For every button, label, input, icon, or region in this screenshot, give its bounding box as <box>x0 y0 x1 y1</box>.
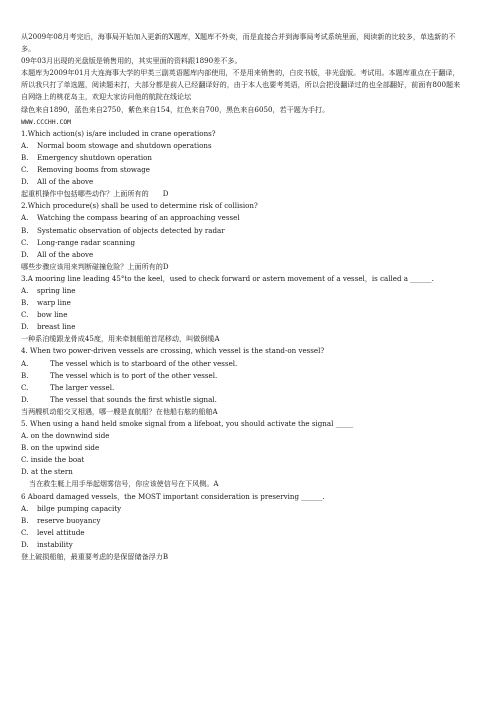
question-stem: 2.Which procedure(s) shall be used to determine risk of collision? <box>21 201 258 211</box>
option-text: reserve buoyancy <box>37 515 101 525</box>
answer-note: 当在救生艇上用手举起烟雾信号，你应该使信号在下风侧。A <box>29 479 219 489</box>
option-text: at the stern <box>30 467 73 477</box>
option-key: D. <box>21 177 29 187</box>
option-text: breast line <box>37 322 76 332</box>
question-3 <box>21 273 466 346</box>
option-text: Emergency shutdown operation <box>37 152 152 162</box>
option-b <box>21 442 466 454</box>
option-key: C. <box>21 237 29 247</box>
option-key: A. <box>21 431 29 441</box>
answer-note: 登上破损船舶，最重要考虑的是保留储备浮力B <box>21 552 169 562</box>
option-c <box>21 527 466 539</box>
question-6 <box>21 491 466 564</box>
question-5 <box>21 418 466 491</box>
option-d <box>21 394 466 406</box>
option-key: B. <box>21 225 29 235</box>
option-c <box>21 382 466 394</box>
option-d <box>21 539 466 551</box>
option-d <box>21 321 466 333</box>
option-text: The vessel that sounds the first whistle signal. <box>50 394 217 404</box>
option-key: D. <box>21 539 29 549</box>
option-text: Normal boom stowage and shutdown operations <box>37 140 212 150</box>
intro-paragraph-4: 绿色来自1890，蓝色来自2750，紫色来自154，红色来自700，黑色来自6050，若干题为手打。 <box>21 104 330 114</box>
option-a <box>21 212 466 224</box>
intro-paragraph-3: 本题库为2009年01月大连海事大学的甲类三副英语题库内部使用，不是用来销售的，白皮书版，非光盘版。考试用。本题库重点在于翻译，所以我只打了单选题，阅读题未打，大部分都是前人已经翻译好的，由于本人也要考英语，所以会把没翻译过的也全部翻好，前面有800题来自网络上的桃花岛主，欢迎大家访问他的航院在线论坛 <box>21 68 461 102</box>
option-key: A. <box>21 213 29 223</box>
option-text: instability <box>37 539 73 549</box>
question-stem: 6 Aboard damaged vessels，the MOST important consideration is preserving ______. <box>21 491 325 501</box>
option-key: B. <box>21 298 29 308</box>
option-text: Long-range radar scanning <box>37 237 136 247</box>
question-stem: 1.Which action(s) is/are included in crane operations? <box>21 128 216 138</box>
website-url: WWW.CCCHH.COM <box>21 117 72 126</box>
question-stem: 4. When two power-driven vessels are crossing, which vessel is the stand-on vessel? <box>21 346 325 356</box>
answer-letter: D <box>162 189 169 199</box>
option-c <box>21 454 466 466</box>
option-text: spring line <box>37 285 76 295</box>
intro-paragraph-1: 从2009年08月考完后，海事局开始加入更新的X题库，X题库不外卖，而是直接合并到海事局考试系统里面，阅读新的比较多，单选新的不多。 <box>21 32 456 54</box>
option-c <box>21 164 466 176</box>
option-c <box>21 237 466 249</box>
translation-text: 起重机操作中包括哪些动作？上面所有的 <box>21 189 149 199</box>
option-key: B. <box>21 152 29 162</box>
option-a <box>21 358 466 370</box>
option-key: A. <box>21 285 29 295</box>
option-a <box>21 430 466 442</box>
option-d <box>21 176 466 188</box>
option-text: level attitude <box>37 527 85 537</box>
option-key: D. <box>21 322 29 332</box>
intro-paragraph-2: 09年03月出现的光盘版是销售用的，其实里面的资料跟1890差不多。 <box>21 56 242 66</box>
option-d <box>21 466 466 478</box>
option-b <box>21 370 466 382</box>
option-a <box>21 140 466 152</box>
option-b <box>21 152 466 164</box>
option-d <box>21 249 466 261</box>
option-key: B. <box>21 515 29 525</box>
question-4 <box>21 345 466 418</box>
option-text: on the downwind side <box>30 431 110 441</box>
answer-note: 一种系泊缆跟龙骨成45度，用来牵制船舶首尾移动，叫做倒缆A <box>21 334 220 344</box>
answer-note <box>21 188 466 200</box>
option-b <box>21 297 466 309</box>
option-b <box>21 225 466 237</box>
option-text: The larger vessel. <box>50 382 115 392</box>
option-text: All of the above <box>37 177 94 187</box>
intro-section <box>21 31 466 128</box>
option-key: D. <box>21 467 29 477</box>
option-text: Removing booms from stowage <box>37 165 150 175</box>
option-text: on the upwind side <box>30 443 100 453</box>
question-stem: 5. When using a hand held smoke signal from a lifeboat, you should activate the signal _____ <box>21 419 354 428</box>
option-text: bilge pumping capacity <box>37 503 122 513</box>
option-key: C. <box>21 165 29 175</box>
answer-note: 当两艘机动船交叉相遇，哪一艘是直航船？在他船右舷的船舶A <box>21 406 218 416</box>
option-c <box>21 309 466 321</box>
option-key: C. <box>21 382 29 392</box>
option-key: D. <box>21 394 29 404</box>
option-key: C. <box>21 455 29 465</box>
option-text: bow line <box>37 310 68 320</box>
option-text: inside the boat <box>30 455 85 465</box>
question-1 <box>21 128 466 201</box>
option-a <box>21 503 466 515</box>
question-2 <box>21 200 466 273</box>
question-stem: 3.A mooring line leading 45°to the keel，used to check forward or astern movement of a vessel，is called a ______. <box>21 273 434 283</box>
option-key: B. <box>21 443 29 453</box>
option-key: B. <box>21 370 29 380</box>
option-text: Watching the compass bearing of an approaching vessel <box>37 213 240 223</box>
option-text: warp line <box>37 298 71 308</box>
option-text: The vessel which is to port of the other vessel. <box>50 370 218 380</box>
option-key: A. <box>21 358 29 368</box>
option-key: A. <box>21 140 29 150</box>
option-text: Systematic observation of objects detected by radar <box>37 225 225 235</box>
option-key: D. <box>21 249 29 259</box>
option-key: C. <box>21 310 29 320</box>
option-text: All of the above <box>37 249 94 259</box>
option-a <box>21 285 466 297</box>
option-b <box>21 515 466 527</box>
option-key: C. <box>21 527 29 537</box>
option-text: The vessel which is to starboard of the other vessel. <box>50 358 238 368</box>
option-key: A. <box>21 503 29 513</box>
answer-note: 哪些步骤应该用来判断碰撞危险？上面所有的D <box>21 261 169 271</box>
